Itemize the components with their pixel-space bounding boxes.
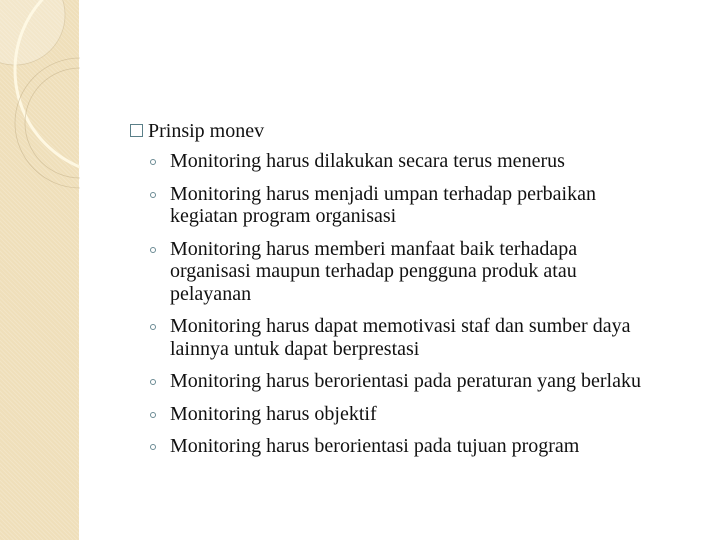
list-item — [150, 315, 700, 360]
item-text: Monitoring harus objektif — [170, 402, 377, 425]
list-item — [150, 150, 700, 173]
list-item — [150, 238, 700, 306]
list-item — [150, 183, 700, 228]
item-text: Monitoring harus berorientasi pada peraturan yang berlaku — [170, 370, 641, 392]
item-text: Monitoring harus berorientasi pada tujuan program — [170, 435, 580, 457]
item-text: Monitoring harus dilakukan secara terus menerus — [170, 150, 565, 172]
sub-bullet-list — [130, 150, 700, 458]
list-item — [150, 403, 700, 426]
circle-bullet-icon — [150, 159, 156, 165]
heading: Prinsip monev — [148, 120, 265, 142]
circle-bullet-icon — [150, 192, 156, 198]
main-bullet — [130, 118, 700, 144]
circle-bullet-icon — [150, 412, 156, 418]
circle-bullet-icon — [150, 444, 156, 450]
circle-bullet-icon — [150, 324, 156, 330]
list-item — [150, 435, 700, 458]
decorative-circles — [0, 0, 80, 220]
item-text: Monitoring harus menjadi umpan terhadap perbaikan kegiatan program organisasi — [170, 182, 596, 227]
slide-content — [130, 118, 700, 468]
item-text: Monitoring harus memberi manfaat baik terhadapa organisasi maupun terhadap pengguna produk atau pelayanan — [170, 237, 578, 305]
circle-bullet-icon — [150, 247, 156, 253]
item-text: Monitoring harus dapat memotivasi staf dan sumber daya lainnya untuk dapat berprestasi — [170, 315, 631, 360]
square-bullet-icon — [130, 124, 143, 137]
circle-bullet-icon — [150, 379, 156, 385]
list-item — [150, 370, 700, 393]
